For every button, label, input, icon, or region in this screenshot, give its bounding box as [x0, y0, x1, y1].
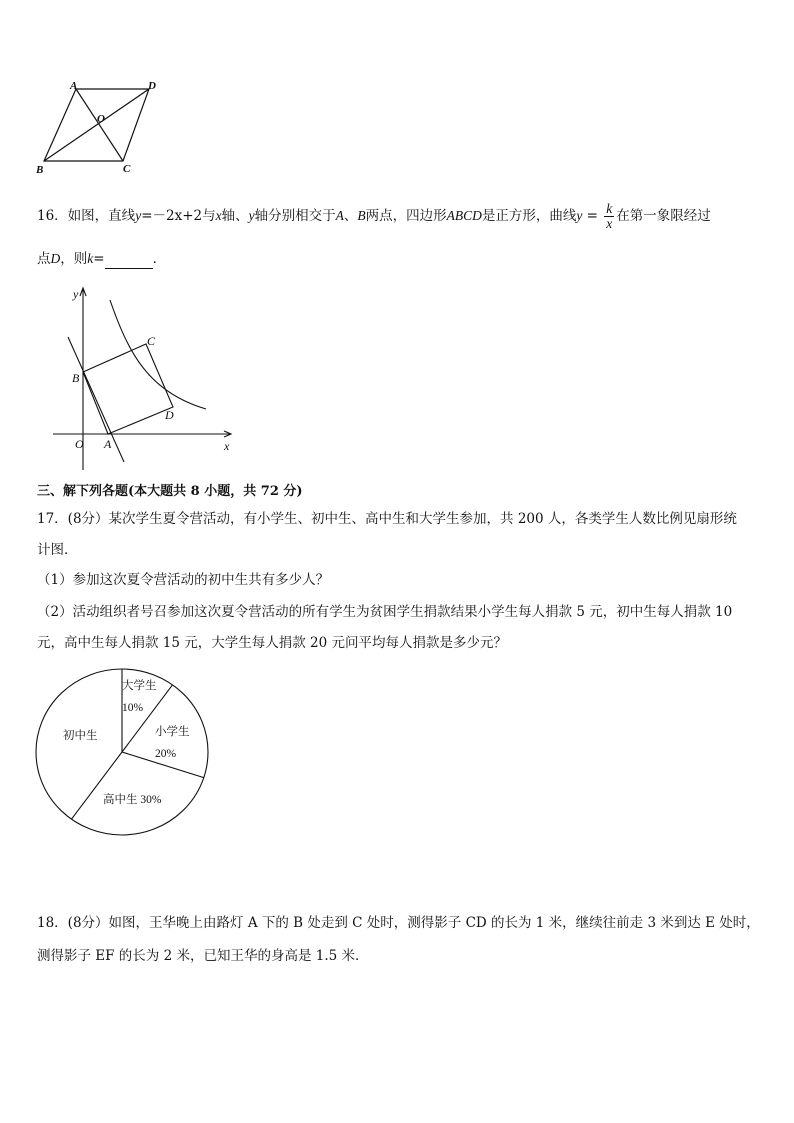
parallelogram-figure — [30, 78, 170, 180]
q17-sub2-line1: （2）活动组织者号召参加这次夏令营活动的所有学生为贫困学生捐款结果小学生每人捐款 5 元，初中生每人捐款 10 — [37, 604, 733, 620]
diagonal-ac — [76, 89, 123, 161]
q16-B: B — [357, 208, 366, 223]
q16-text: 轴分别相交于 — [254, 208, 336, 224]
label-A: A — [104, 437, 112, 451]
pie-chart — [30, 666, 220, 842]
q16-A: A — [335, 208, 344, 223]
label-D: D — [165, 408, 174, 422]
q16-D: D — [50, 251, 61, 266]
square-abcd — [83, 344, 173, 434]
q16-text: 是正方形，曲线 — [481, 208, 577, 224]
q16-text: ，则 — [60, 251, 88, 267]
fraction-k-over-x — [604, 202, 614, 231]
q16-text: 与 — [202, 208, 216, 224]
q16-ABCD: ABCD — [446, 208, 482, 223]
label-O: O — [75, 437, 84, 451]
q18-line2: 测得影子 EF 的长为 2 米，已知王华的身高是 1.5 米． — [37, 948, 369, 964]
q16-line2 — [37, 249, 166, 269]
pie-label-gaozhongsheng: 高中生 30% — [103, 794, 162, 806]
q17-line2: 计图． — [37, 542, 78, 558]
label-B: B — [72, 371, 80, 385]
label-x: x — [224, 439, 230, 453]
q17-sub1: （1）参加这次夏令营活动的初中生共有多少人？ — [37, 572, 330, 588]
fraction-denominator: x — [606, 216, 613, 231]
pie-label-xiaoxuesheng: 小学生 — [155, 726, 190, 738]
q16-text: 两点，四边形 — [365, 208, 447, 224]
pie-label-xiaoxuesheng-pct: 20% — [155, 748, 177, 760]
q18-line1: 18．(8分）如图，王华晚上由路灯 A 下的 B 处走到 C 处时，测得影子 CD 的长为 1 米，继续往前走 3 米到达 E 处时， — [37, 915, 760, 931]
label-A: A — [70, 80, 78, 92]
label-O: O — [97, 113, 105, 125]
q16-text: 轴、 — [221, 208, 249, 224]
label-C: C — [147, 334, 156, 348]
q16-text: 如图，直线 — [67, 208, 136, 224]
q17-sub2-line2: 元，高中生每人捐款 15 元，大学生每人捐款 20 元问平均每人捐款是多少元？ — [37, 635, 508, 651]
label-B: B — [36, 164, 44, 176]
fraction-numerator: k — [606, 201, 613, 216]
q16-y: y — [248, 208, 255, 223]
q16-number: 16． — [37, 208, 68, 224]
pie-label-daxuesheng-pct: 10% — [122, 702, 144, 714]
q16-k: k — [87, 251, 94, 266]
hyperbola-curve — [110, 300, 206, 409]
label-y: y — [73, 287, 79, 301]
q16-eq-rest: =－2x+2 — [141, 208, 203, 224]
section-title: 三、解下列各题(本大题共 8 小题，共 72 分) — [37, 484, 303, 499]
q16-eq-y: y — [135, 208, 142, 223]
q17-line1: 17．(8分）某次学生夏令营活动，有小学生、初中生、高中生和大学生参加，共 200 人，各类学生人数比例见扇形统 — [37, 511, 737, 527]
q16-text: 、 — [343, 208, 358, 224]
q16-curve-y: y — [576, 208, 583, 223]
q16-text: ． — [152, 251, 167, 267]
q16-line1 — [37, 202, 711, 231]
label-C: C — [123, 163, 131, 175]
coordinate-square-figure — [48, 282, 248, 477]
q16-curve-eq: = — [582, 208, 603, 224]
q16-text: = — [93, 251, 105, 267]
q16-text: 点 — [37, 251, 51, 267]
answer-blank — [105, 254, 153, 269]
pie-label-daxuesheng: 大学生 — [122, 680, 157, 692]
q16-x: x — [215, 208, 222, 223]
label-D: D — [148, 80, 156, 92]
q16-text: 在第一象限经过 — [616, 208, 711, 224]
pie-label-chuzhongsheng: 初中生 — [63, 730, 98, 742]
